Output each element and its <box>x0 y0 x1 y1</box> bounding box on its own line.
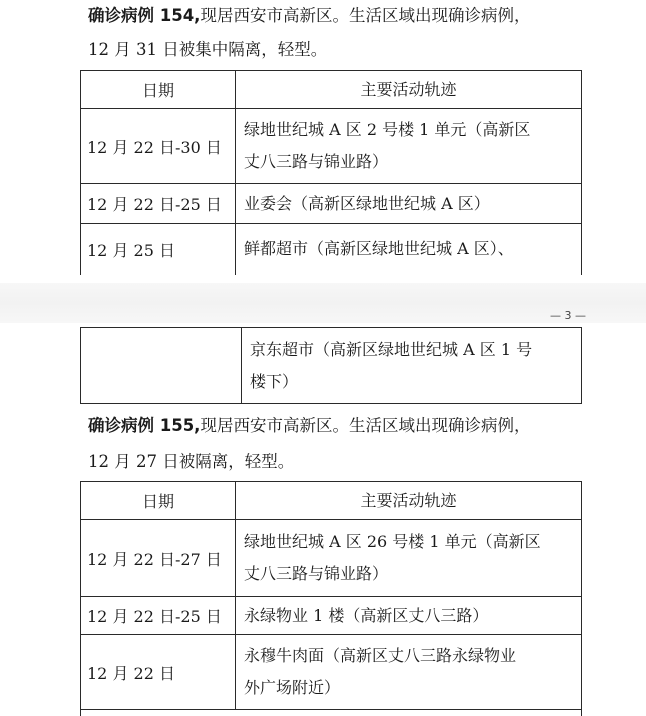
table-row <box>81 109 582 184</box>
case-154-table-continued <box>80 327 582 404</box>
row-track: 绿地世纪城 A 区 26 号楼 1 单元（高新区 丈八三路与锦业路） <box>236 520 582 597</box>
case-155-title: 确诊病例 155, <box>88 416 201 435</box>
table-header-row <box>81 482 582 520</box>
table-row <box>81 597 582 635</box>
row-track: 绿地世纪城 A 区 2 号楼 1 单元（高新区 丈八三路与锦业路） <box>236 109 582 184</box>
case-155-table <box>80 481 582 710</box>
row-track: 永穆牛肉面（高新区丈八三路永绿物业 外广场附近） <box>236 635 582 710</box>
case-154-line-2: 12 月 31 日被集中隔离，轻型。 <box>88 40 328 59</box>
table-row <box>81 224 582 275</box>
row-date-empty <box>81 328 242 404</box>
header-track: 主要活动轨迹 <box>236 482 582 520</box>
table-row <box>81 635 582 710</box>
row-track: 鲜都超市（高新区绿地世纪城 A 区）、 <box>236 224 582 275</box>
row-date: 12 月 22 日-30 日 <box>81 109 236 184</box>
case-154-title: 确诊病例 154, <box>88 6 201 25</box>
row-date: 12 月 22 日-25 日 <box>81 184 236 224</box>
row-date: 12 月 22 日-25 日 <box>81 597 236 635</box>
case-155-line-2: 12 月 27 日被隔离，轻型。 <box>88 452 295 471</box>
header-track: 主要活动轨迹 <box>236 71 582 109</box>
case-154-table <box>80 70 582 275</box>
header-date: 日期 <box>81 482 236 520</box>
row-track: 京东超市（高新区绿地世纪城 A 区 1 号 楼下） <box>242 328 582 404</box>
table-header-row <box>81 71 582 109</box>
table-row <box>81 520 582 597</box>
row-date: 12 月 22 日 <box>81 635 236 710</box>
case-154-line-1: 确诊病例 154,现居西安市高新区。生活区域出现确诊病例， <box>88 6 531 25</box>
row-date: 12 月 22 日-27 日 <box>81 520 236 597</box>
row-track: 业委会（高新区绿地世纪城 A 区） <box>236 184 582 224</box>
case-155-line-1: 确诊病例 155,现居西安市高新区。生活区域出现确诊病例， <box>88 416 531 435</box>
row-date: 12 月 25 日 <box>81 224 236 275</box>
table-continues-edge <box>80 708 582 716</box>
table-row <box>81 328 582 404</box>
header-date: 日期 <box>81 71 236 109</box>
page-number: — 3 — <box>550 309 586 322</box>
row-track: 永绿物业 1 楼（高新区丈八三路） <box>236 597 582 635</box>
table-row <box>81 184 582 224</box>
